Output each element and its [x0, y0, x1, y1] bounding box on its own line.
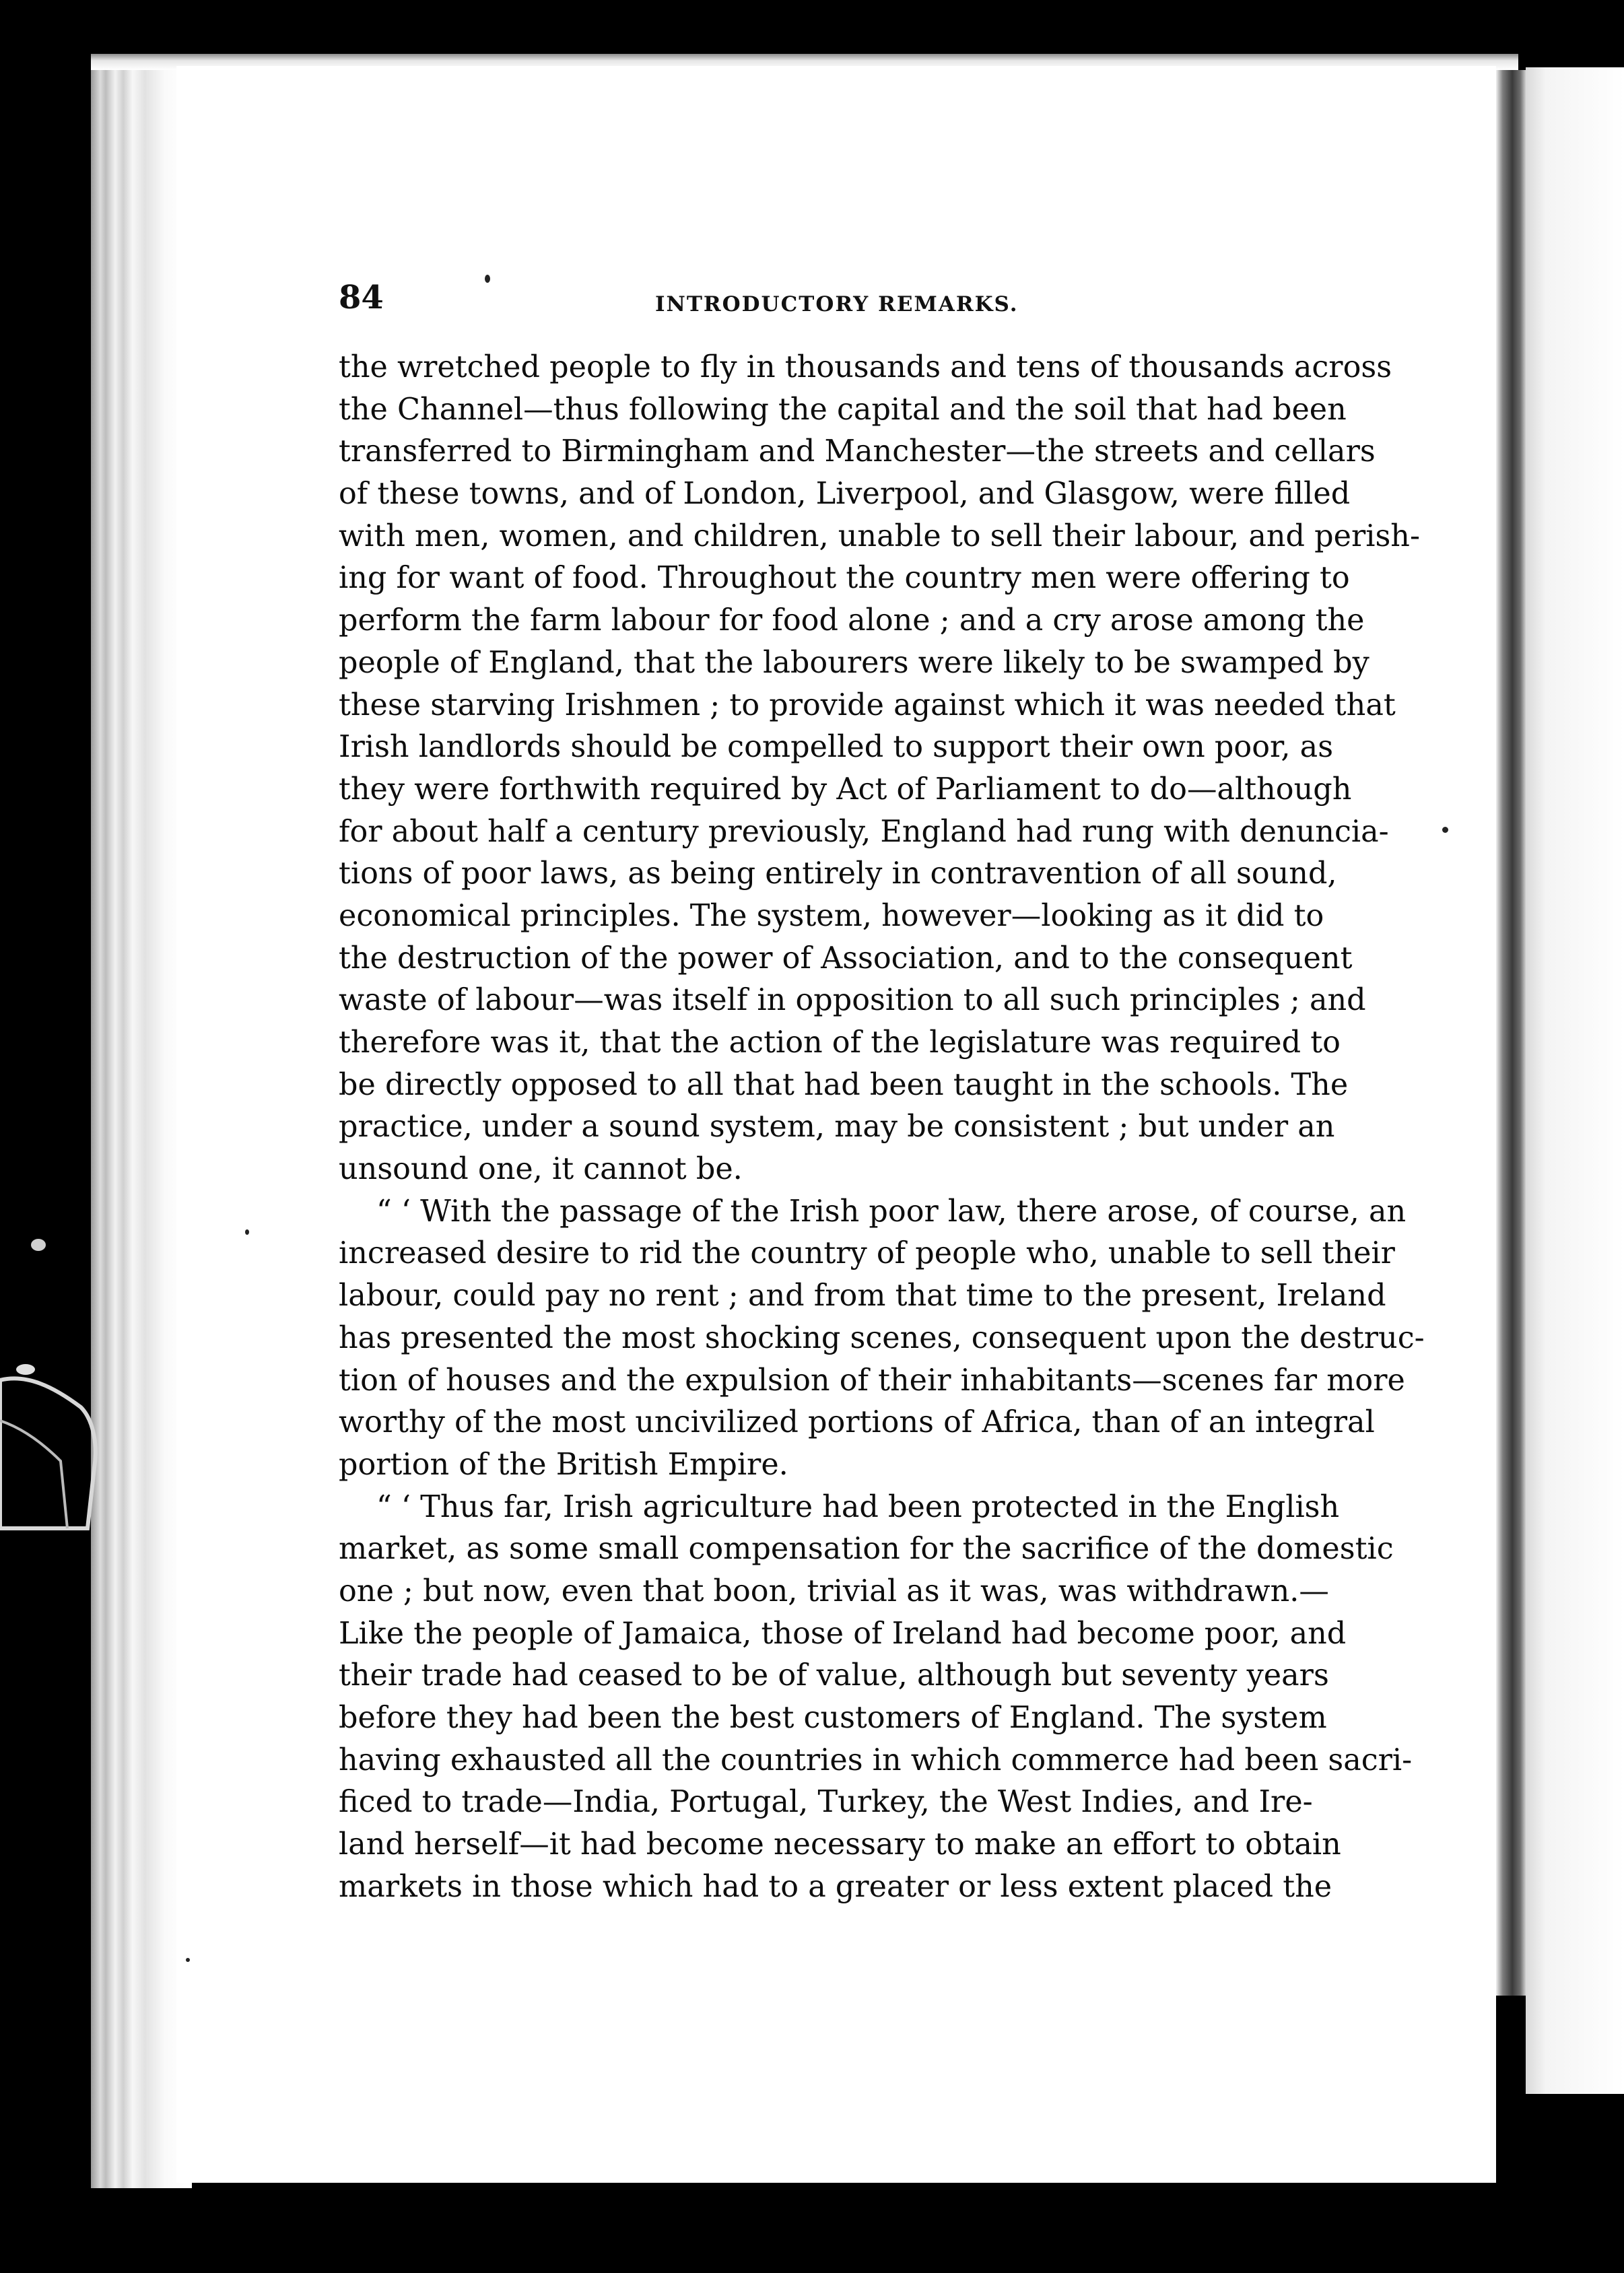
facing-page-edge: [1526, 67, 1624, 2094]
text-line: one ; but now, even that boon, trivial as it was, was withdrawn.—: [339, 1573, 1329, 1608]
speck-mark: [245, 1229, 249, 1235]
text-line: economical principles. The system, however—looking as it did to: [339, 898, 1324, 933]
speck-mark: [1442, 827, 1448, 833]
running-header: [339, 275, 1283, 329]
text-line: transferred to Birmingham and Manchester—the streets and cellars: [339, 434, 1376, 469]
text-line: these starving Irishmen ; to provide against which it was needed that: [339, 687, 1396, 722]
book-gutter: [1496, 70, 1526, 1996]
speck-mark: [31, 1239, 46, 1251]
text-line: people of England, that the labourers were likely to be swamped by: [339, 645, 1369, 680]
text-line: ficed to trade—India, Portugal, Turkey, the West Indies, and Ire-: [339, 1785, 1313, 1820]
text-line: Irish landlords should be compelled to support their own poor, as: [339, 730, 1334, 765]
text-line: having exhausted all the countries in which commerce had been sacri-: [339, 1742, 1413, 1777]
text-line: for about half a century previously, England had rung with denuncia-: [339, 814, 1389, 849]
text-line: their trade had ceased to be of value, although but seventy years: [339, 1658, 1329, 1693]
page-number: 84: [339, 279, 384, 316]
text-line: “ ‘ Thus far, Irish agriculture had been protected in the English: [376, 1489, 1340, 1524]
paragraph: [339, 1487, 1413, 1909]
text-line: therefore was it, that the action of the legislature was required to: [339, 1025, 1341, 1060]
text-line: they were forthwith required by Act of Parliament to do—although: [339, 772, 1352, 807]
running-title: INTRODUCTORY REMARKS.: [655, 292, 1019, 316]
text-line: be directly opposed to all that had been taught in the schools. The: [339, 1067, 1349, 1102]
text-line: perform the farm labour for food alone ; and a cry arose among the: [339, 603, 1365, 638]
text-line: markets in those which had to a greater or less extent placed the: [339, 1869, 1332, 1904]
text-line: waste of labour—was itself in opposition to all such principles ; and: [339, 983, 1366, 1018]
paragraph: [339, 1191, 1425, 1487]
text-line: the Channel—thus following the capital and the soil that had been: [339, 392, 1347, 427]
text-line: market, as some small compensation for the sacrifice of the domestic: [339, 1532, 1394, 1567]
paragraph: [339, 347, 1420, 1191]
text-line: has presented the most shocking scenes, consequent upon the destruc-: [339, 1320, 1425, 1355]
text-line: before they had been the best customers of England. The system: [339, 1701, 1327, 1735]
text-line: tions of poor laws, as being entirely in contravention of all sound,: [339, 856, 1337, 891]
text-line: Like the people of Jamaica, those of Ireland had become poor, and: [339, 1616, 1347, 1651]
text-line: increased desire to rid the country of people who, unable to sell their: [339, 1236, 1395, 1271]
text-line: ing for want of food. Throughout the country men were offering to: [339, 561, 1350, 596]
text-line: unsound one, it cannot be.: [339, 1152, 743, 1187]
text-line: practice, under a sound system, may be consistent ; but under an: [339, 1110, 1335, 1145]
text-line: the destruction of the power of Association, and to the consequent: [339, 941, 1353, 976]
text-line: the wretched people to fly in thousands and tens of thousands across: [339, 350, 1392, 384]
speck-mark: [186, 1958, 190, 1962]
text-line: portion of the British Empire.: [339, 1447, 788, 1482]
body-text: [339, 347, 1425, 1908]
text-line: tion of houses and the expulsion of their inhabitants—scenes far more: [339, 1363, 1405, 1398]
paper-scrap-illustration: [0, 1367, 101, 1528]
text-line: labour, could pay no rent ; and from that time to the present, Ireland: [339, 1279, 1386, 1314]
text-line: land herself—it had become necessary to make an effort to obtain: [339, 1827, 1341, 1862]
text-line: of these towns, and of London, Liverpool, and Glasgow, were filled: [339, 477, 1351, 512]
text-line: with men, women, and children, unable to sell their labour, and perish-: [339, 518, 1420, 553]
text-line: worthy of the most uncivilized portions of Africa, than of an integral: [339, 1405, 1375, 1440]
text-line: “ ‘ With the passage of the Irish poor law, there arose, of course, an: [376, 1194, 1407, 1229]
